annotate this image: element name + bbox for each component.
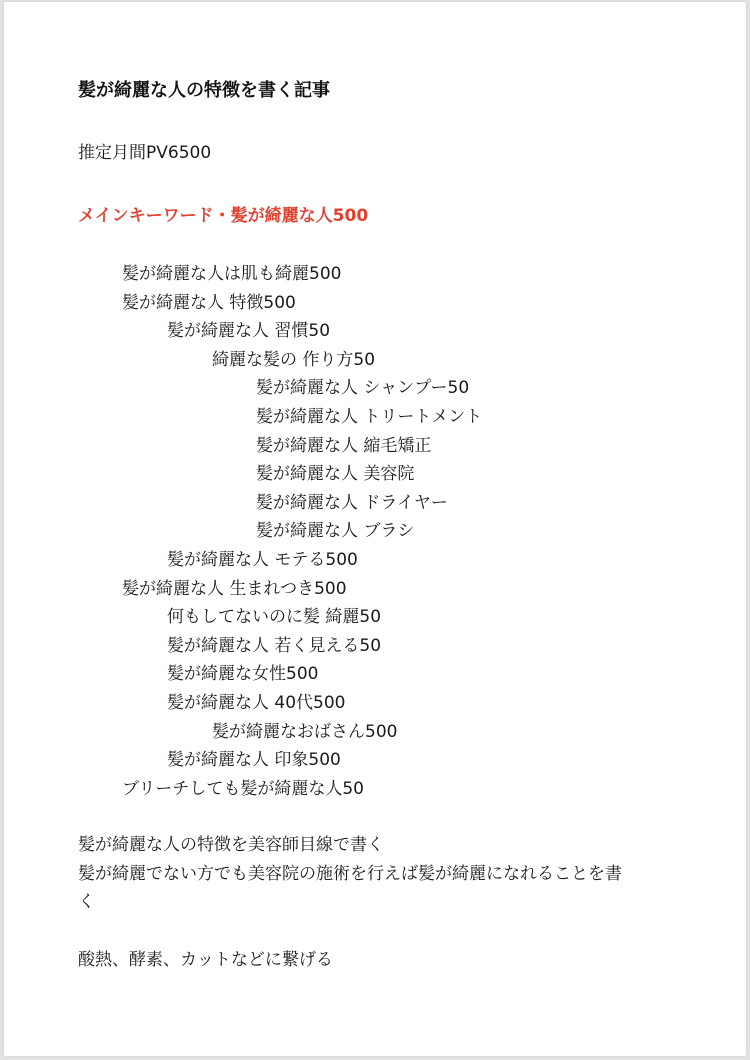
note-line: 髪が綺麗な人の特徴を美容師目線で書く — [78, 835, 384, 855]
keyword-line: 髪が綺麗な人 印象500 — [167, 750, 341, 770]
keyword-line: 髪が綺麗な人は肌も綺麗500 — [122, 264, 342, 284]
keyword-line: ブリーチしても髪が綺麗な人50 — [122, 779, 364, 799]
keyword-line: 髪が綺麗な女性500 — [167, 664, 319, 684]
keyword-line: 髪が綺麗な人 トリートメント — [256, 407, 483, 427]
note-line: 酸熱、酵素、カットなどに繋げる — [78, 950, 333, 970]
document-page — [4, 2, 746, 1056]
document-title: 髪が綺麗な人の特徴を書く記事 — [78, 80, 330, 101]
keyword-line: 髪が綺麗な人 シャンプー50 — [256, 378, 470, 398]
keyword-line: 髪が綺麗な人 縮毛矯正 — [256, 436, 432, 456]
keyword-line: 髪が綺麗な人 ブラシ — [256, 521, 415, 541]
keyword-line: 髪が綺麗なおばさん500 — [212, 722, 398, 742]
pv-estimate: 推定月間PV6500 — [78, 143, 212, 163]
note-line: く — [78, 892, 95, 912]
keyword-line: 髪が綺麗な人 習慣50 — [167, 321, 331, 341]
keyword-line: 髪が綺麗な人 美容院 — [256, 464, 415, 484]
note-line: 髪が綺麗でない方でも美容院の施術を行えば髪が綺麗になれることを書 — [78, 864, 622, 884]
keyword-line: 髪が綺麗な人 40代500 — [167, 693, 346, 713]
keyword-line: 何もしてないのに髪 綺麗50 — [167, 607, 382, 627]
keyword-line: 髪が綺麗な人 モテる500 — [167, 550, 358, 570]
keyword-line: 髪が綺麗な人 生まれつき500 — [122, 579, 347, 599]
keyword-line: 髪が綺麗な人 特徴500 — [122, 293, 296, 313]
keyword-line: 綺麗な髪の 作り方50 — [212, 350, 376, 370]
keyword-line: 髪が綺麗な人 若く見える50 — [167, 636, 382, 656]
main-keyword: メインキーワード・髪が綺麗な人500 — [78, 206, 369, 226]
keyword-line: 髪が綺麗な人 ドライヤー — [256, 493, 448, 513]
